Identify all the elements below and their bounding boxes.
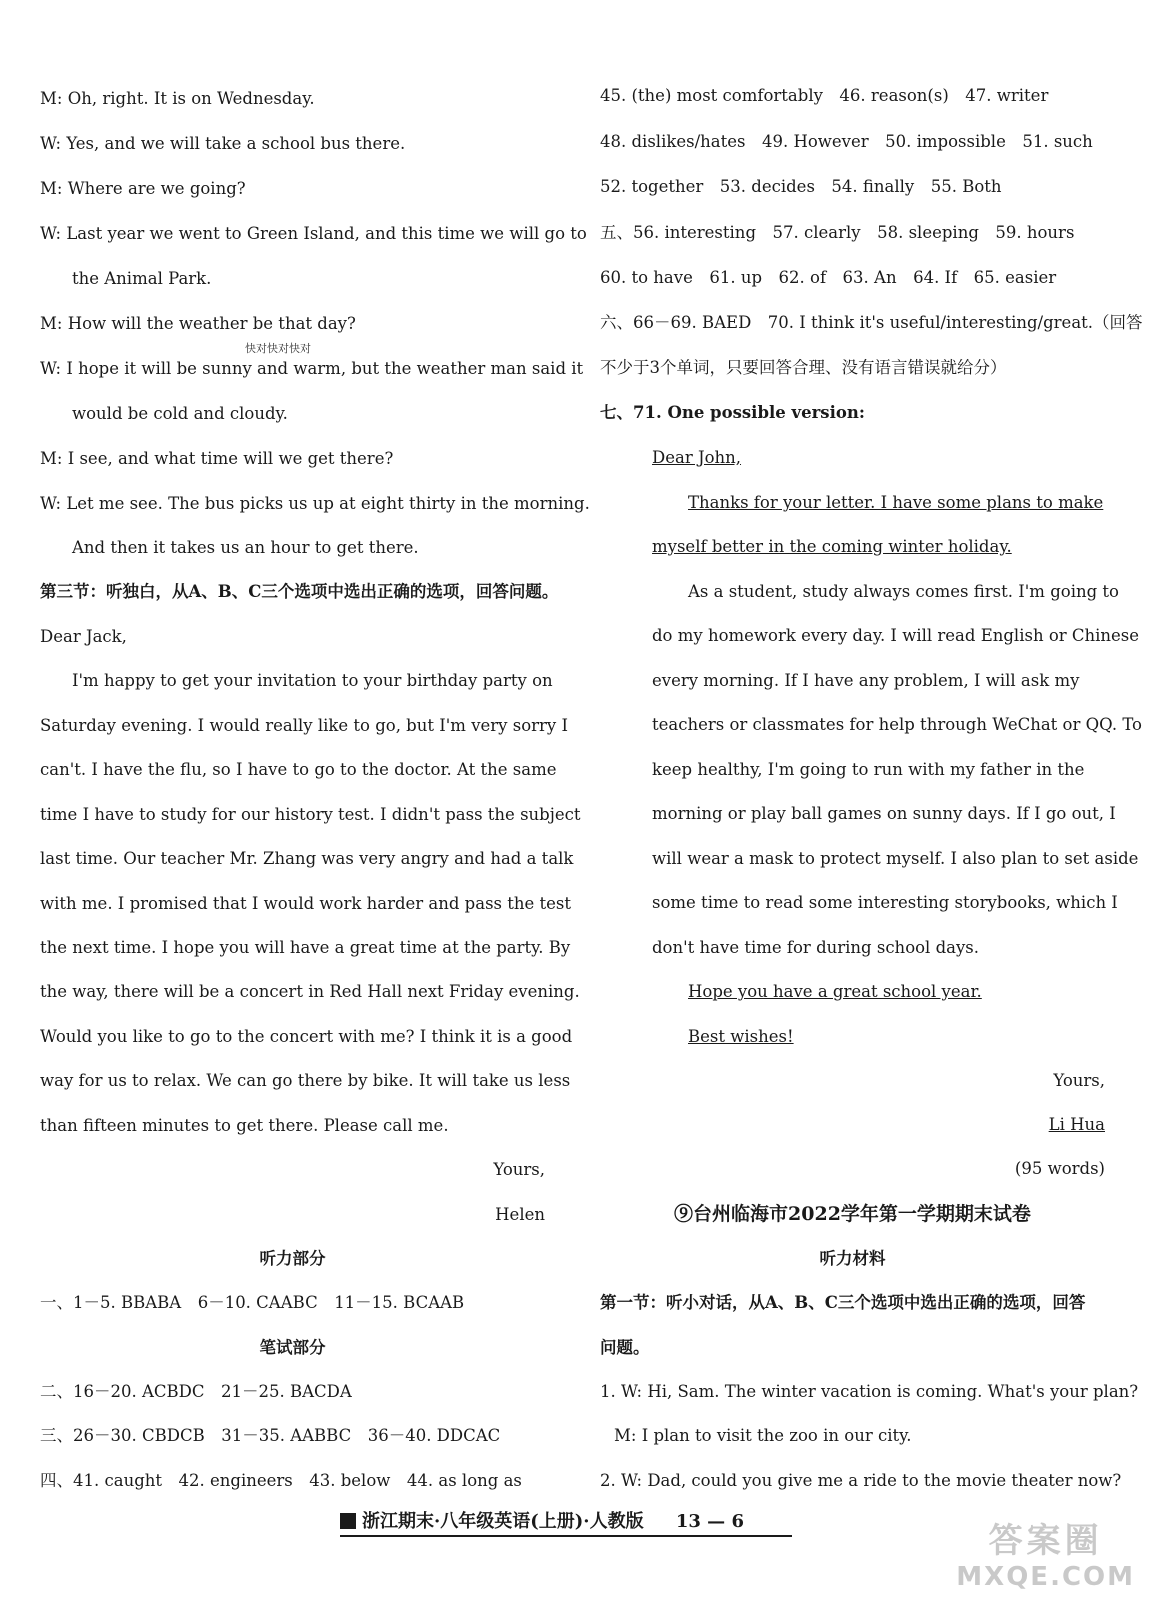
writing-title: 笔试部分 [259, 1338, 326, 1357]
essay-line: will wear a mask to protect myself. I also plan to set aside [652, 849, 1139, 868]
dialogue-line: M: Where are we going? [40, 179, 246, 198]
answer-line: 52. together 53. decides 54. finally 55. Both [600, 177, 1002, 196]
essay-word-count: (95 words) [1014, 1159, 1105, 1178]
exam-title: ⑨台州临海市2022学年第一学期期末试卷 [674, 1203, 1031, 1225]
section3-title: 第三节：听独白，从A、B、C三个选项中选出正确的选项，回答问题。 [40, 582, 559, 601]
essay-line: every morning. If I have any problem, I will ask my [652, 671, 1080, 690]
letter-line: I'm happy to get your invitation to your birthday party on [72, 671, 553, 690]
essay-line: morning or play ball games on sunny days. If I go out, I [652, 804, 1116, 823]
essay-closing: Best wishes! [688, 1027, 794, 1046]
letter-greeting: Dear Jack, [40, 627, 127, 646]
essay-line: some time to read some interesting storybooks, which I [652, 893, 1118, 912]
letter-line: Saturday evening. I would really like to go, but I'm very sorry I [40, 716, 568, 735]
essay-signature: Li Hua [1048, 1115, 1105, 1134]
dialogue-line: W: Let me see. The bus picks us up at eight thirty in the morning. [40, 494, 590, 513]
dialogue-line: W: Yes, and we will take a school bus there. [40, 134, 406, 153]
watermark-url: MXQE.COM [956, 1562, 1135, 1592]
essay-closing: Hope you have a great school year. [688, 982, 982, 1001]
dialogue-line: M: How will the weather be that day? [40, 314, 356, 333]
essay-line: teachers or classmates for help through WeChat or QQ. To [652, 715, 1142, 734]
letter-line: Would you like to go to the concert with me? I think it is a good [40, 1027, 573, 1046]
page-number: 13 — 6 [675, 1511, 744, 1532]
essay-opening: myself better in the coming winter holiday. [652, 537, 1012, 556]
dialogue-line: And then it takes us an hour to get there. [72, 538, 419, 557]
letter-line: with me. I promised that I would work harder and pass the test [40, 894, 572, 913]
footer-title: 浙江期末·八年级英语(上册)·人教版 [362, 1511, 644, 1532]
watermark-text: 答案圈 [988, 1521, 1103, 1561]
section1-title: 第一节：听小对话，从A、B、C三个选项中选出正确的选项，回答 [600, 1293, 1086, 1312]
page-footer [340, 1508, 744, 1536]
dialogue-line: W: I hope it will be sunny and warm, but the weather man said it [40, 359, 584, 378]
answer-line: 60. to have 61. up 62. of 63. An 64. If 65. easier [600, 268, 1057, 287]
answer-line: 三、26－30. CBDCB 31－35. AABBC 36－40. DDCAC [40, 1426, 501, 1445]
dialogue-line: 2. W: Dad, could you give me a ride to the movie theater now? [600, 1471, 1122, 1490]
essay-line: keep healthy, I'm going to run with my father in the [652, 760, 1085, 779]
essay-greeting: Dear John, [652, 448, 742, 467]
essay-line: As a student, study always comes first. I'm going to [688, 582, 1119, 601]
answer-line: 五、56. interesting 57. clearly 58. sleeping 59. hours [600, 223, 1075, 242]
letter-line: the way, there will be a concert in Red Hall next Friday evening. [40, 982, 580, 1001]
letter-line: the next time. I hope you will have a great time at the party. By [40, 938, 571, 957]
dialogue-line: would be cold and cloudy. [72, 404, 288, 423]
answer-line: 七、71. One possible version: [600, 403, 865, 422]
letter-signature: Helen [495, 1205, 545, 1224]
letter-line: than fifteen minutes to get there. Please call me. [40, 1116, 449, 1135]
answer-line: 四、41. caught 42. engineers 43. below 44. as long as [40, 1471, 522, 1490]
letter-closing: Yours, [493, 1160, 545, 1179]
answer-line: 45. (the) most comfortably 46. reason(s) 47. writer [600, 86, 1049, 105]
answer-line: 48. dislikes/hates 49. However 50. impossible 51. such [600, 132, 1093, 151]
answer-line: 一、1－5. BBABA 6－10. CAABC 11－15. BCAAB [40, 1293, 465, 1312]
answer-line: 二、16－20. ACBDC 21－25. BACDA [40, 1382, 352, 1401]
section1-title: 问题。 [600, 1338, 650, 1357]
dialogue-line: the Animal Park. [72, 269, 212, 288]
footer-rule [340, 1535, 792, 1537]
essay-yours: Yours, [1053, 1071, 1105, 1090]
essay-line: do my homework every day. I will read English or Chinese [652, 626, 1140, 645]
site-watermark [956, 1513, 1135, 1592]
letter-line: way for us to relax. We can go there by bike. It will take us less [40, 1071, 571, 1090]
dialogue-line: M: Oh, right. It is on Wednesday. [40, 89, 315, 108]
essay-opening: Thanks for your letter. I have some plans to make [688, 493, 1104, 512]
dialogue-line: M: I see, and what time will we get there? [40, 449, 394, 468]
letter-line: can't. I have the flu, so I have to go to the doctor. At the same [40, 760, 557, 779]
watermark-smudge: 快对快对快对 [245, 342, 311, 355]
dialogue-line: M: I plan to visit the zoo in our city. [614, 1426, 912, 1445]
dialogue-line: 1. W: Hi, Sam. The winter vacation is coming. What's your plan? [600, 1382, 1139, 1401]
letter-line: last time. Our teacher Mr. Zhang was very angry and had a talk [40, 849, 574, 868]
listening-title: 听力部分 [259, 1249, 326, 1268]
square-icon [340, 1513, 356, 1529]
letter-line: time I have to study for our history test. I didn't pass the subject [40, 805, 581, 824]
material-title: 听力材料 [819, 1249, 886, 1268]
essay-line: don't have time for during school days. [652, 938, 980, 957]
dialogue-line: W: Last year we went to Green Island, and this time we will go to [40, 224, 587, 243]
answer-line: 不少于3个单词，只要回答合理、没有语言错误就给分） [600, 358, 1007, 377]
answer-line: 六、66－69. BAED 70. I think it's useful/interesting/great.（回答 [600, 313, 1143, 332]
